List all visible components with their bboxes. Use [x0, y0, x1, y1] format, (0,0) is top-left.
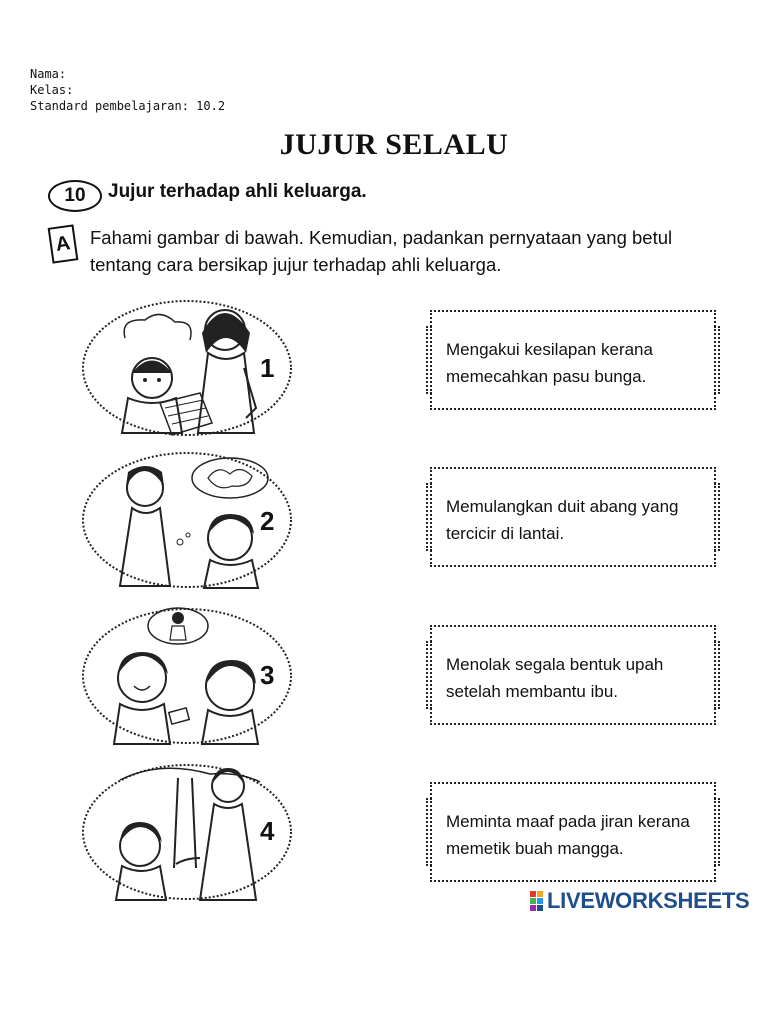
liveworksheets-logo — [530, 888, 749, 914]
statement-box-3[interactable] — [430, 625, 716, 725]
picture-number-2: 2 — [260, 506, 275, 536]
lesson-number-badge: 10 — [48, 180, 102, 212]
student-info — [30, 66, 225, 114]
name-field-label: Nama: — [30, 67, 67, 81]
statement-text-3: Menolak segala bentuk upah setelah membantu ibu. — [446, 655, 664, 701]
picture-number-1: 1 — [260, 353, 275, 383]
lesson-heading: Jujur terhadap ahli keluarga. — [108, 181, 367, 202]
picture-number-3: 3 — [260, 660, 275, 690]
statement-box-4[interactable] — [430, 782, 716, 882]
statement-box-1[interactable] — [430, 310, 716, 410]
section-a-badge: A — [48, 224, 79, 263]
liveworksheets-logo-text: LIVEWORKSHEETS — [547, 888, 750, 913]
learning-standard-label: Standard pembelajaran: 10.2 — [30, 99, 226, 113]
statement-text-1: Mengakui kesilapan kerana memecahkan pasu bunga. — [446, 340, 653, 386]
statement-box-2[interactable] — [430, 467, 716, 567]
statement-text-2: Memulangkan duit abang yang tercicir di lantai. — [446, 497, 679, 543]
class-field-label: Kelas: — [30, 83, 74, 97]
worksheet-title: JUJUR SELALU — [279, 128, 509, 161]
picture-number-4: 4 — [260, 816, 275, 846]
statement-text-4: Meminta maaf pada jiran kerana memetik buah mangga. — [446, 812, 690, 858]
liveworksheets-logo-mark-icon — [530, 891, 543, 911]
instruction-text: Fahami gambar di bawah. Kemudian, padankan pernyataan yang betul tentang cara bersikap jujur terhadap ahli keluarga. — [90, 227, 673, 275]
